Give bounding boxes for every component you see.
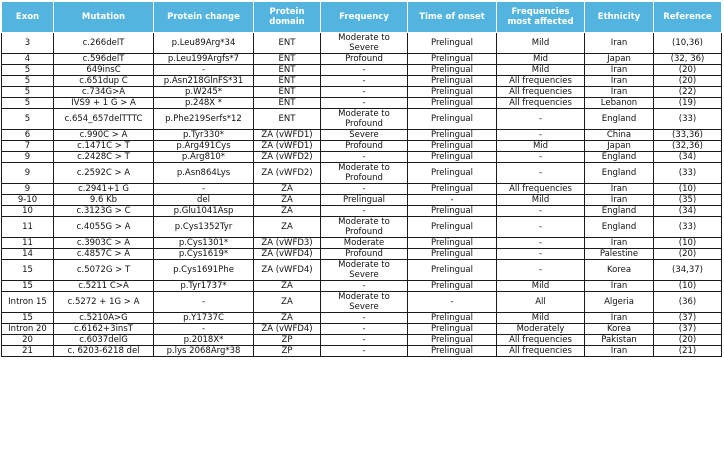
mutation-cell: c.596delT bbox=[54, 54, 154, 65]
protein-domain-cell: ZA (vWFD3) bbox=[254, 238, 321, 249]
mutation-cell: c.2941+1 G bbox=[54, 184, 154, 195]
time-of-onset-cell: Prelingual bbox=[408, 324, 497, 335]
frequencies-affected-cell: All frequencies bbox=[497, 335, 585, 346]
exon-cell: Intron 15 bbox=[2, 292, 54, 313]
reference-cell: (21) bbox=[654, 346, 722, 357]
mutation-cell: c.1471C > T bbox=[54, 141, 154, 152]
ethnicity-cell: Japan bbox=[585, 141, 654, 152]
ethnicity-cell: England bbox=[585, 109, 654, 130]
header-mutation: Mutation bbox=[54, 2, 154, 33]
mutation-cell: c.651dup C bbox=[54, 76, 154, 87]
protein-change-cell: p.Arg491Cys bbox=[154, 141, 254, 152]
exon-cell: 5 bbox=[2, 65, 54, 76]
exon-cell: 10 bbox=[2, 206, 54, 217]
reference-cell: (34) bbox=[654, 206, 722, 217]
protein-change-cell: - bbox=[154, 324, 254, 335]
frequencies-affected-cell: All bbox=[497, 292, 585, 313]
frequencies-affected-cell: Mild bbox=[497, 65, 585, 76]
table-row bbox=[2, 109, 722, 130]
frequency-cell: Moderate to Profound bbox=[321, 163, 408, 184]
protein-change-cell: p.Leu199Argfs*7 bbox=[154, 54, 254, 65]
protein-domain-cell: ZP bbox=[254, 346, 321, 357]
protein-domain-cell: ZA bbox=[254, 184, 321, 195]
protein-change-cell: - bbox=[154, 65, 254, 76]
exon-cell: 15 bbox=[2, 313, 54, 324]
protein-domain-cell: ZA (vWFD4) bbox=[254, 260, 321, 281]
mutation-cell: IVS9 + 1 G > A bbox=[54, 98, 154, 109]
reference-cell: (10) bbox=[654, 281, 722, 292]
reference-cell: (20) bbox=[654, 65, 722, 76]
exon-cell: 20 bbox=[2, 335, 54, 346]
frequencies-affected-cell: - bbox=[497, 152, 585, 163]
protein-change-cell: p.Leu89Arg*34 bbox=[154, 33, 254, 54]
frequencies-affected-cell: Mild bbox=[497, 281, 585, 292]
table-row bbox=[2, 184, 722, 195]
frequencies-affected-cell: - bbox=[497, 249, 585, 260]
frequency-cell: Profound bbox=[321, 141, 408, 152]
protein-domain-cell: ZA bbox=[254, 281, 321, 292]
reference-cell: (32, 36) bbox=[654, 54, 722, 65]
mutation-cell: c.6162+3insT bbox=[54, 324, 154, 335]
frequency-cell: - bbox=[321, 324, 408, 335]
ethnicity-cell: Algeria bbox=[585, 292, 654, 313]
reference-cell: (10,36) bbox=[654, 33, 722, 54]
time-of-onset-cell: Prelingual bbox=[408, 238, 497, 249]
frequencies-affected-cell: Moderately bbox=[497, 324, 585, 335]
frequencies-affected-cell: - bbox=[497, 206, 585, 217]
ethnicity-cell: Iran bbox=[585, 238, 654, 249]
protein-change-cell: p.248X * bbox=[154, 98, 254, 109]
protein-change-cell: - bbox=[154, 292, 254, 313]
reference-cell: (20) bbox=[654, 249, 722, 260]
protein-change-cell: p.lys 2068Arg*38 bbox=[154, 346, 254, 357]
exon-cell: 4 bbox=[2, 54, 54, 65]
ethnicity-cell: China bbox=[585, 130, 654, 141]
table-row bbox=[2, 87, 722, 98]
exon-cell: 7 bbox=[2, 141, 54, 152]
frequencies-affected-cell: All frequencies bbox=[497, 184, 585, 195]
time-of-onset-cell: Prelingual bbox=[408, 152, 497, 163]
exon-cell: 9 bbox=[2, 152, 54, 163]
reference-cell: (20) bbox=[654, 76, 722, 87]
header-ethnicity: Ethnicity bbox=[585, 2, 654, 33]
frequency-cell: - bbox=[321, 98, 408, 109]
header-protein-domain: Protein domain bbox=[254, 2, 321, 33]
frequencies-affected-cell: All frequencies bbox=[497, 87, 585, 98]
table-row bbox=[2, 292, 722, 313]
protein-domain-cell: ZA (vWFD2) bbox=[254, 163, 321, 184]
header-frequencies-most-affected: Frequencies most affected bbox=[497, 2, 585, 33]
table-row bbox=[2, 163, 722, 184]
table-row bbox=[2, 335, 722, 346]
protein-change-cell: p.Phe219Serfs*12 bbox=[154, 109, 254, 130]
mutation-cell: c.5211 C>A bbox=[54, 281, 154, 292]
mutation-cell: c.734G>A bbox=[54, 87, 154, 98]
time-of-onset-cell: Prelingual bbox=[408, 109, 497, 130]
mutation-cell: c.5072G > T bbox=[54, 260, 154, 281]
protein-change-cell: p.Y1737C bbox=[154, 313, 254, 324]
time-of-onset-cell: Prelingual bbox=[408, 76, 497, 87]
time-of-onset-cell: Prelingual bbox=[408, 54, 497, 65]
mutation-cell: c.4857C > A bbox=[54, 249, 154, 260]
mutation-cell: c.266delT bbox=[54, 33, 154, 54]
time-of-onset-cell: Prelingual bbox=[408, 163, 497, 184]
reference-cell: (10) bbox=[654, 184, 722, 195]
ethnicity-cell: Iran bbox=[585, 184, 654, 195]
reference-cell: (20) bbox=[654, 335, 722, 346]
table-row bbox=[2, 281, 722, 292]
reference-cell: (33) bbox=[654, 109, 722, 130]
header-row bbox=[2, 2, 722, 33]
ethnicity-cell: Korea bbox=[585, 260, 654, 281]
ethnicity-cell: Korea bbox=[585, 324, 654, 335]
reference-cell: (33) bbox=[654, 163, 722, 184]
frequency-cell: Moderate bbox=[321, 238, 408, 249]
protein-domain-cell: ZA (vWFD2) bbox=[254, 152, 321, 163]
exon-cell: 5 bbox=[2, 98, 54, 109]
frequency-cell: - bbox=[321, 206, 408, 217]
exon-cell: 21 bbox=[2, 346, 54, 357]
protein-change-cell: p.Cys1691Phe bbox=[154, 260, 254, 281]
ethnicity-cell: Iran bbox=[585, 33, 654, 54]
table-row bbox=[2, 98, 722, 109]
protein-change-cell: p.Asn218GlnFS*31 bbox=[154, 76, 254, 87]
table-row bbox=[2, 217, 722, 238]
table-row bbox=[2, 324, 722, 335]
reference-cell: (34) bbox=[654, 152, 722, 163]
mutation-table-container bbox=[1, 1, 721, 357]
protein-change-cell: p.W245* bbox=[154, 87, 254, 98]
header-protein-change: Protein change bbox=[154, 2, 254, 33]
table-row bbox=[2, 238, 722, 249]
mutation-cell: c.6037delG bbox=[54, 335, 154, 346]
frequencies-affected-cell: Mild bbox=[497, 313, 585, 324]
ethnicity-cell: Iran bbox=[585, 65, 654, 76]
frequency-cell: Moderate to Profound bbox=[321, 109, 408, 130]
protein-change-cell: p.Glu1041Asp bbox=[154, 206, 254, 217]
reference-cell: (37) bbox=[654, 324, 722, 335]
mutation-cell: c.2428C > T bbox=[54, 152, 154, 163]
time-of-onset-cell: - bbox=[408, 195, 497, 206]
protein-domain-cell: ZA (vWFD1) bbox=[254, 130, 321, 141]
time-of-onset-cell: Prelingual bbox=[408, 65, 497, 76]
reference-cell: (22) bbox=[654, 87, 722, 98]
ethnicity-cell: England bbox=[585, 217, 654, 238]
frequencies-affected-cell: Mild bbox=[497, 195, 585, 206]
frequency-cell: - bbox=[321, 281, 408, 292]
time-of-onset-cell: Prelingual bbox=[408, 217, 497, 238]
protein-domain-cell: ENT bbox=[254, 76, 321, 87]
reference-cell: (35) bbox=[654, 195, 722, 206]
frequency-cell: Prelingual bbox=[321, 195, 408, 206]
mutation-cell: c.990C > A bbox=[54, 130, 154, 141]
frequency-cell: Moderate to Profound bbox=[321, 217, 408, 238]
frequency-cell: Moderate to Severe bbox=[321, 260, 408, 281]
table-row bbox=[2, 152, 722, 163]
exon-cell: 3 bbox=[2, 33, 54, 54]
reference-cell: (10) bbox=[654, 238, 722, 249]
table-row bbox=[2, 195, 722, 206]
table-row bbox=[2, 346, 722, 357]
protein-domain-cell: ENT bbox=[254, 87, 321, 98]
frequencies-affected-cell: Mid bbox=[497, 54, 585, 65]
mutation-cell: c.3903C > A bbox=[54, 238, 154, 249]
exon-cell: 9-10 bbox=[2, 195, 54, 206]
time-of-onset-cell: Prelingual bbox=[408, 184, 497, 195]
protein-change-cell: p.Asn864Lys bbox=[154, 163, 254, 184]
table-row bbox=[2, 76, 722, 87]
protein-domain-cell: ZA (vWFD4) bbox=[254, 249, 321, 260]
ethnicity-cell: Iran bbox=[585, 346, 654, 357]
protein-domain-cell: ZA bbox=[254, 292, 321, 313]
time-of-onset-cell: Prelingual bbox=[408, 249, 497, 260]
frequency-cell: - bbox=[321, 87, 408, 98]
table-row bbox=[2, 313, 722, 324]
protein-domain-cell: ZA (vWFD4) bbox=[254, 324, 321, 335]
frequencies-affected-cell: Mid bbox=[497, 141, 585, 152]
ethnicity-cell: Iran bbox=[585, 281, 654, 292]
time-of-onset-cell: Prelingual bbox=[408, 206, 497, 217]
frequencies-affected-cell: All frequencies bbox=[497, 346, 585, 357]
protein-domain-cell: ZA bbox=[254, 217, 321, 238]
protein-domain-cell: ZP bbox=[254, 335, 321, 346]
table-row bbox=[2, 65, 722, 76]
time-of-onset-cell: Prelingual bbox=[408, 313, 497, 324]
table-row bbox=[2, 141, 722, 152]
frequency-cell: Moderate to Severe bbox=[321, 292, 408, 313]
reference-cell: (33) bbox=[654, 217, 722, 238]
time-of-onset-cell: Prelingual bbox=[408, 141, 497, 152]
mutation-cell: c.5272 + 1G > A bbox=[54, 292, 154, 313]
exon-cell: 5 bbox=[2, 87, 54, 98]
table-row bbox=[2, 33, 722, 54]
time-of-onset-cell: Prelingual bbox=[408, 130, 497, 141]
ethnicity-cell: England bbox=[585, 206, 654, 217]
reference-cell: (36) bbox=[654, 292, 722, 313]
exon-cell: Intron 20 bbox=[2, 324, 54, 335]
exon-cell: 14 bbox=[2, 249, 54, 260]
frequencies-affected-cell: - bbox=[497, 109, 585, 130]
header-reference: Reference bbox=[654, 2, 722, 33]
frequency-cell: - bbox=[321, 152, 408, 163]
table-row bbox=[2, 260, 722, 281]
frequency-cell: - bbox=[321, 346, 408, 357]
header-frequency: Frequency bbox=[321, 2, 408, 33]
protein-change-cell: p.Tyr330* bbox=[154, 130, 254, 141]
protein-domain-cell: ZA (vWFD1) bbox=[254, 141, 321, 152]
protein-change-cell: p.Arg810* bbox=[154, 152, 254, 163]
protein-change-cell: p.Cys1352Tyr bbox=[154, 217, 254, 238]
frequencies-affected-cell: Mild bbox=[497, 33, 585, 54]
frequencies-affected-cell: - bbox=[497, 260, 585, 281]
time-of-onset-cell: Prelingual bbox=[408, 346, 497, 357]
mutation-table bbox=[1, 1, 722, 357]
exon-cell: 5 bbox=[2, 109, 54, 130]
protein-domain-cell: ZA bbox=[254, 206, 321, 217]
mutation-cell: 649insC bbox=[54, 65, 154, 76]
ethnicity-cell: Palestine bbox=[585, 249, 654, 260]
table-body bbox=[2, 33, 722, 357]
protein-domain-cell: ENT bbox=[254, 33, 321, 54]
ethnicity-cell: England bbox=[585, 152, 654, 163]
header-exon: Exon bbox=[2, 2, 54, 33]
frequencies-affected-cell: All frequencies bbox=[497, 98, 585, 109]
frequency-cell: - bbox=[321, 184, 408, 195]
reference-cell: (34,37) bbox=[654, 260, 722, 281]
exon-cell: 5 bbox=[2, 76, 54, 87]
ethnicity-cell: Lebanon bbox=[585, 98, 654, 109]
frequency-cell: Moderate to Severe bbox=[321, 33, 408, 54]
time-of-onset-cell: Prelingual bbox=[408, 281, 497, 292]
ethnicity-cell: Iran bbox=[585, 313, 654, 324]
protein-change-cell: p.Cys1619* bbox=[154, 249, 254, 260]
frequency-cell: - bbox=[321, 335, 408, 346]
frequencies-affected-cell: - bbox=[497, 217, 585, 238]
ethnicity-cell: England bbox=[585, 163, 654, 184]
time-of-onset-cell: Prelingual bbox=[408, 260, 497, 281]
mutation-cell: c. 6203-6218 del bbox=[54, 346, 154, 357]
exon-cell: 15 bbox=[2, 281, 54, 292]
time-of-onset-cell: - bbox=[408, 292, 497, 313]
table-row bbox=[2, 249, 722, 260]
mutation-cell: c.2592C > A bbox=[54, 163, 154, 184]
mutation-cell: 9.6 Kb bbox=[54, 195, 154, 206]
header-time-of-onset: Time of onset bbox=[408, 2, 497, 33]
time-of-onset-cell: Prelingual bbox=[408, 335, 497, 346]
frequency-cell: Profound bbox=[321, 249, 408, 260]
protein-domain-cell: ENT bbox=[254, 109, 321, 130]
frequency-cell: - bbox=[321, 65, 408, 76]
mutation-cell: c.4055G > A bbox=[54, 217, 154, 238]
time-of-onset-cell: Prelingual bbox=[408, 33, 497, 54]
protein-change-cell: - bbox=[154, 184, 254, 195]
ethnicity-cell: Japan bbox=[585, 54, 654, 65]
protein-domain-cell: ENT bbox=[254, 98, 321, 109]
frequencies-affected-cell: - bbox=[497, 130, 585, 141]
protein-change-cell: p.Cys1301* bbox=[154, 238, 254, 249]
frequencies-affected-cell: All frequencies bbox=[497, 76, 585, 87]
ethnicity-cell: Pakistan bbox=[585, 335, 654, 346]
protein-domain-cell: ENT bbox=[254, 65, 321, 76]
table-row bbox=[2, 130, 722, 141]
frequencies-affected-cell: - bbox=[497, 163, 585, 184]
protein-change-cell: p.2018X* bbox=[154, 335, 254, 346]
exon-cell: 11 bbox=[2, 217, 54, 238]
frequency-cell: - bbox=[321, 313, 408, 324]
exon-cell: 9 bbox=[2, 184, 54, 195]
reference-cell: (32,36) bbox=[654, 141, 722, 152]
frequency-cell: Severe bbox=[321, 130, 408, 141]
protein-domain-cell: ZA bbox=[254, 313, 321, 324]
protein-change-cell: del bbox=[154, 195, 254, 206]
protein-domain-cell: ZA bbox=[254, 195, 321, 206]
table-row bbox=[2, 54, 722, 65]
ethnicity-cell: Iran bbox=[585, 195, 654, 206]
exon-cell: 15 bbox=[2, 260, 54, 281]
reference-cell: (33,36) bbox=[654, 130, 722, 141]
frequency-cell: - bbox=[321, 76, 408, 87]
frequencies-affected-cell: - bbox=[497, 238, 585, 249]
mutation-cell: c.5210A>G bbox=[54, 313, 154, 324]
reference-cell: (19) bbox=[654, 98, 722, 109]
mutation-cell: c.3123G > C bbox=[54, 206, 154, 217]
protein-change-cell: p.Tyr1737* bbox=[154, 281, 254, 292]
time-of-onset-cell: Prelingual bbox=[408, 87, 497, 98]
time-of-onset-cell: Prelingual bbox=[408, 98, 497, 109]
mutation-cell: c.654_657delTTTC bbox=[54, 109, 154, 130]
frequency-cell: Profound bbox=[321, 54, 408, 65]
exon-cell: 6 bbox=[2, 130, 54, 141]
ethnicity-cell: Iran bbox=[585, 76, 654, 87]
protein-domain-cell: ENT bbox=[254, 54, 321, 65]
table-row bbox=[2, 206, 722, 217]
exon-cell: 11 bbox=[2, 238, 54, 249]
ethnicity-cell: Iran bbox=[585, 87, 654, 98]
reference-cell: (37) bbox=[654, 313, 722, 324]
exon-cell: 9 bbox=[2, 163, 54, 184]
